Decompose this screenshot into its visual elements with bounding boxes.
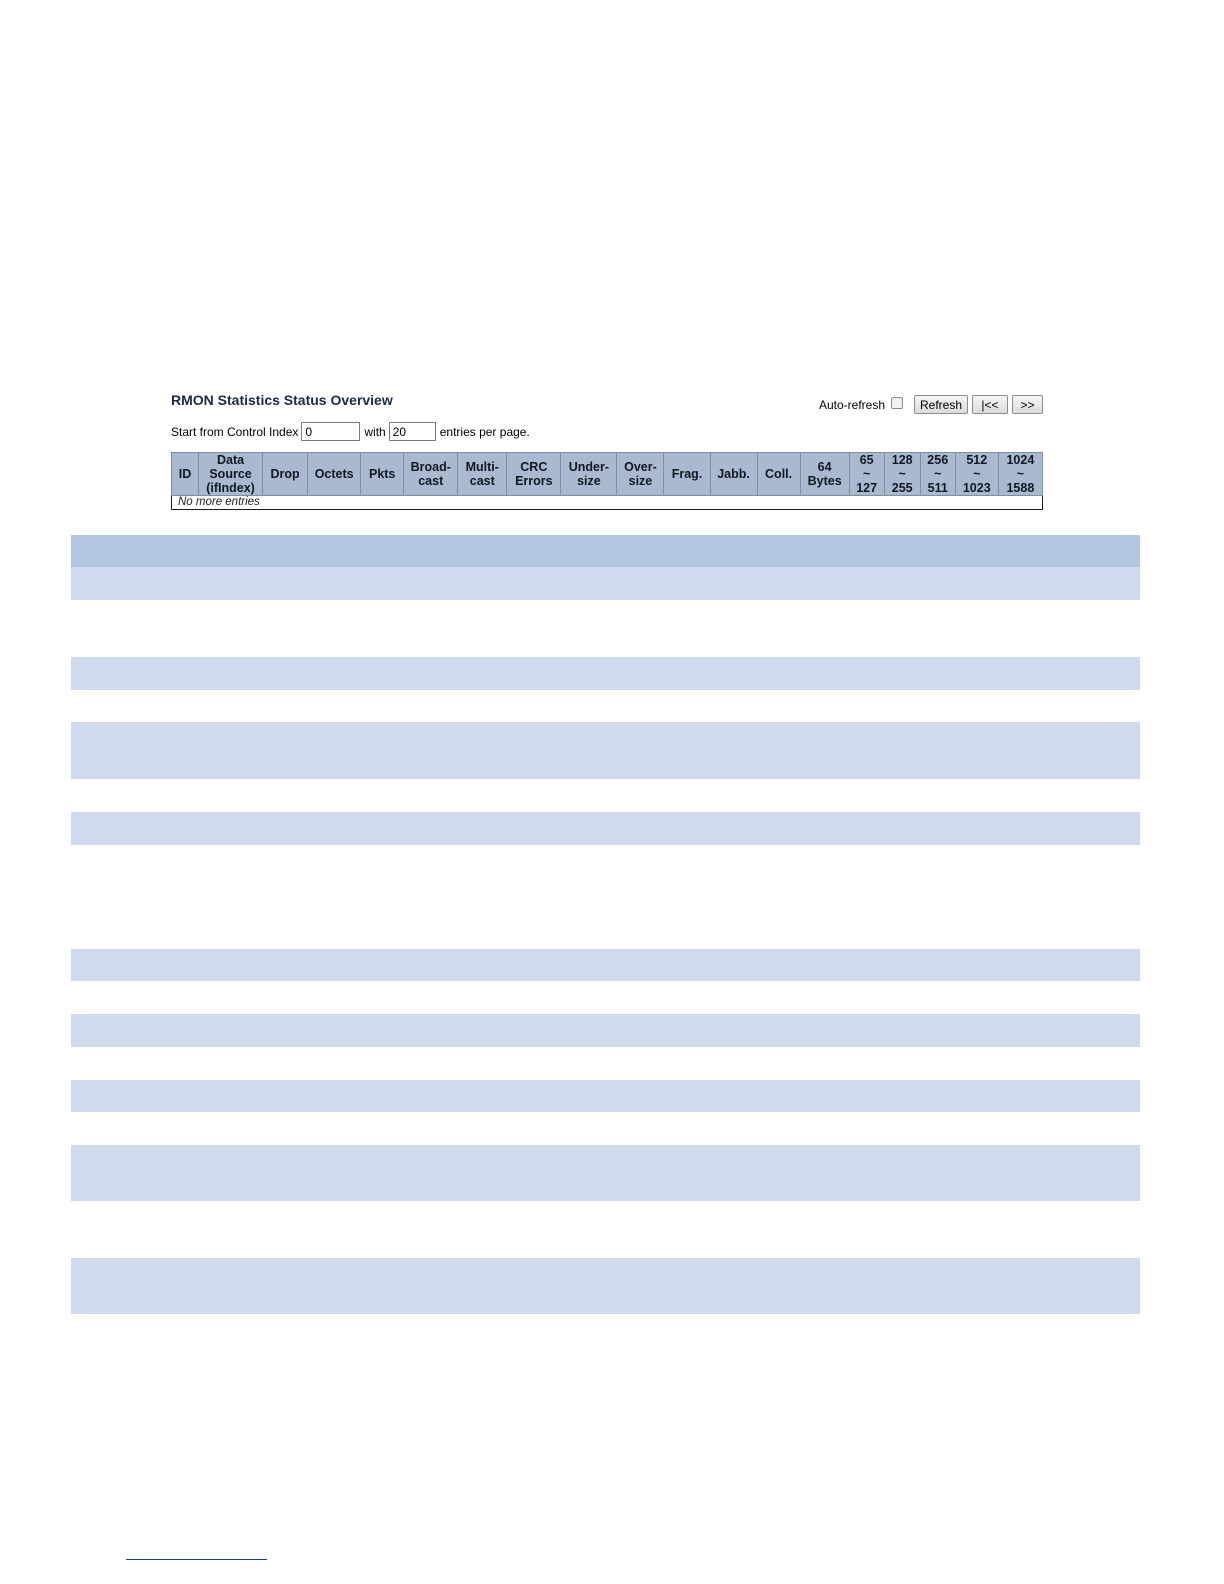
column-header	[199, 453, 263, 496]
table-band	[71, 1014, 1140, 1047]
page-title: RMON Statistics Status Overview	[171, 392, 393, 408]
table-band	[71, 812, 1140, 845]
table-band	[71, 1258, 1140, 1314]
column-header-line: 128	[891, 453, 913, 467]
column-header-line: 255	[891, 481, 913, 495]
column-header-line: Data	[217, 453, 245, 467]
column-header-line: 1024	[1006, 453, 1035, 467]
table-header-row	[172, 453, 1043, 496]
start-index-input[interactable]	[301, 422, 360, 441]
column-header-line: 64	[817, 460, 832, 474]
column-header-line: Pkts	[368, 467, 396, 481]
column-header-line: (ifIndex)	[206, 481, 255, 495]
table-band-header	[71, 535, 1140, 567]
column-header-line: 1023	[962, 481, 991, 495]
column-header	[998, 453, 1042, 496]
column-header	[458, 453, 507, 496]
table-band	[71, 657, 1140, 690]
table-band	[71, 1145, 1140, 1201]
column-header-line: ~	[973, 467, 981, 481]
column-header-line: Broad-	[410, 460, 451, 474]
next-page-button[interactable]: >>	[1012, 395, 1043, 414]
column-header-line: Errors	[515, 474, 553, 488]
column-header	[920, 453, 955, 496]
column-header-line: ~	[934, 467, 942, 481]
column-header	[849, 453, 884, 496]
entries-per-page-label: entries per page.	[439, 424, 530, 439]
column-header	[710, 453, 757, 496]
auto-refresh-label: Auto-refresh	[818, 397, 885, 412]
table-band	[71, 722, 1140, 779]
column-header-line: 511	[927, 481, 948, 495]
column-header-line: ~	[1016, 467, 1025, 481]
column-header-line: Octets	[314, 467, 354, 481]
column-header-line: CRC	[520, 460, 548, 474]
column-header	[172, 453, 199, 496]
column-header	[664, 453, 710, 496]
column-header-line: ~	[898, 467, 906, 481]
column-header	[800, 453, 849, 496]
column-header	[757, 453, 800, 496]
table-band	[71, 567, 1140, 600]
column-header-line: size	[628, 474, 653, 488]
paging-row	[171, 422, 530, 441]
column-header	[617, 453, 664, 496]
with-label: with	[364, 424, 386, 439]
refresh-controls	[819, 395, 1043, 414]
column-header-line: 127	[856, 481, 878, 495]
column-header-line: cast	[469, 474, 495, 488]
start-index-label: Start from Control Index	[171, 424, 299, 439]
empty-message: No more entries	[172, 496, 1043, 510]
column-header-line: Jabb.	[717, 467, 750, 481]
column-header-line: ID	[178, 467, 192, 481]
first-page-button[interactable]: |<<	[972, 395, 1008, 414]
column-header-line: cast	[418, 474, 444, 488]
column-header	[361, 453, 404, 496]
column-header-line: Drop	[270, 467, 300, 481]
column-header-line: Source	[209, 467, 252, 481]
column-header-line: Multi-	[465, 460, 499, 474]
column-header-line: 512	[966, 453, 988, 467]
column-header	[884, 453, 920, 496]
column-header	[404, 453, 458, 496]
column-header-line: Bytes	[807, 474, 842, 488]
table-band	[71, 1080, 1140, 1112]
footnote-divider	[126, 1559, 267, 1560]
column-header-line: 65	[859, 453, 874, 467]
entries-per-page-input[interactable]	[389, 422, 436, 441]
column-header-line: Coll.	[765, 467, 793, 481]
column-header-line: 256	[927, 453, 949, 467]
table-row	[172, 496, 1043, 510]
column-header-line: Under-	[568, 460, 610, 474]
refresh-button[interactable]: Refresh	[914, 395, 968, 414]
table-band	[71, 949, 1140, 981]
column-header-line: Frag.	[671, 467, 703, 481]
column-header	[561, 453, 617, 496]
column-header	[507, 453, 561, 496]
column-header-line: size	[577, 474, 601, 488]
column-header-line: ~	[863, 467, 871, 481]
column-header-line: Over-	[624, 460, 657, 474]
column-header	[955, 453, 998, 496]
column-header	[308, 453, 361, 496]
column-header-line: 1588	[1006, 481, 1035, 495]
column-header	[263, 453, 308, 496]
rmon-statistics-table	[171, 452, 1043, 510]
auto-refresh-checkbox[interactable]	[891, 397, 903, 409]
